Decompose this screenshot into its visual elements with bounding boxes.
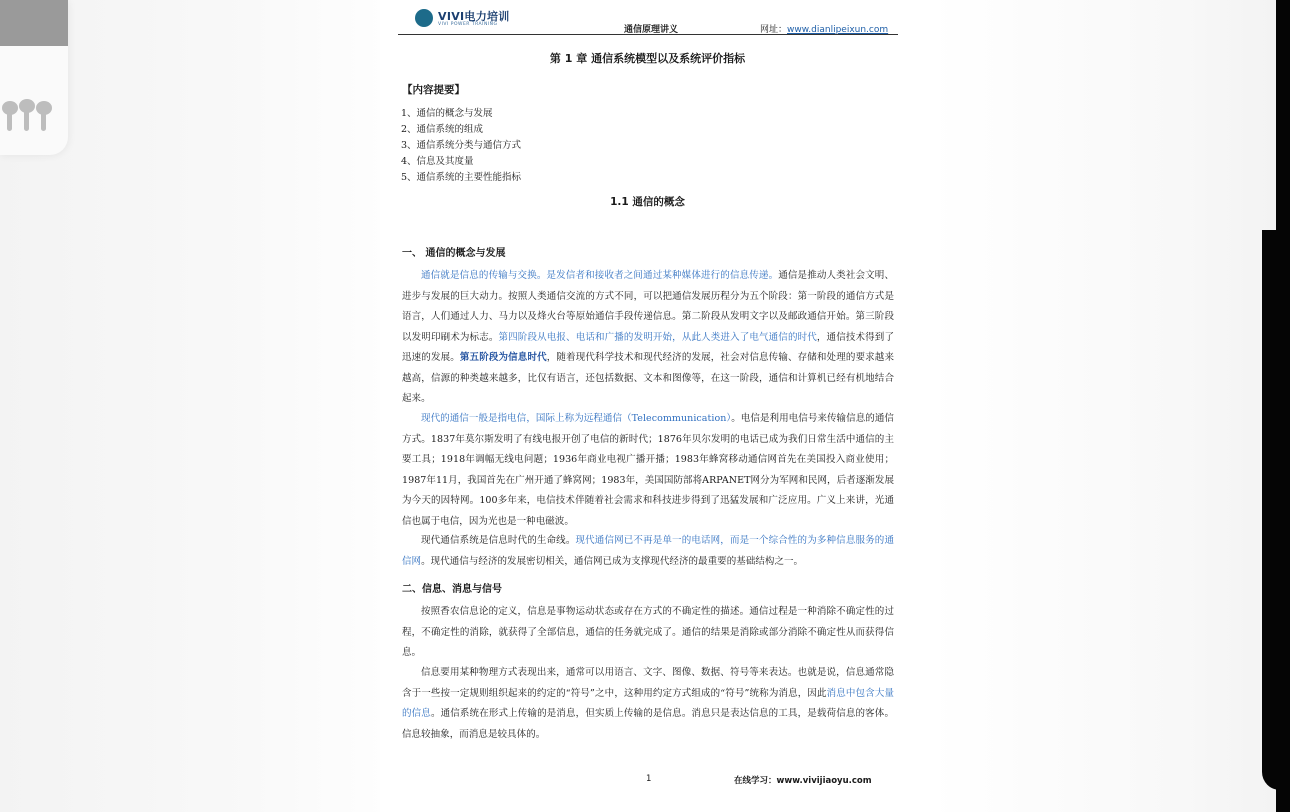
contents-list bbox=[401, 106, 521, 186]
paragraph-2 bbox=[402, 409, 894, 532]
body-text: 通信是推动人类社会文明、进步与发展的巨大动力。按照人类通信交流的方式不同，可以把通信发展历程分为五个阶段：第一阶段的通信方式是语言，人们通过人力、马力以及烽火台等原始通信手段传递信息。第二阶段从发明文字以及邮政通信开始。第三阶段以发明印刷术为标志。 bbox=[402, 270, 894, 343]
body-text: 。电信是利用电信号来传输信息的通信方式。1837年莫尔斯发明了有线电报开创了电信的新时代；1876年贝尔发明的电话已成为我们日常生活中通信的主要工具；1918年调幅无线电问题；1936年商业电视广播开播；1983年蜂窝移动通信网首先在美国投入商业使用；1987年11月，我国首先在广州开通了蜂窝网；1983年，美国国防部将ARPANET网分为军网和民网，后者逐渐发展为今天的因特网。100多年来，电信技术伴随着社会需求和科技进步得到了迅猛发展和广泛应用。广义上来讲，光通信也属于电信，因为光也是一种电磁波。 bbox=[402, 413, 894, 527]
right-background bbox=[930, 0, 1290, 812]
highlight-text: 第五阶段为信息时代 bbox=[459, 352, 547, 363]
page-header bbox=[398, 6, 898, 35]
device-notch-panel bbox=[0, 0, 68, 155]
logo-text: VIVI电力培训 bbox=[438, 10, 510, 23]
body-text: 。通信系统在形式上传输的是消息，但实质上传输的是信息。消息只是表达信息的工具，是载荷信息的客体。信息较抽象，而消息是较具体的。 bbox=[402, 708, 894, 740]
body-text: ，随着现代科学技术和现代经济的发展，社会对信息传输、存储和处理的要求越来越高，信源的种类越来越多，比仅有语言，还包括数据、文本和图像等，在这一阶段，通信和计算机已经有机地结合起来。 bbox=[402, 352, 894, 404]
contents-item: 4、信息及其度量 bbox=[401, 156, 474, 167]
page-number: 1 bbox=[646, 774, 652, 784]
subsection-heading-2: 二、信息、消息与信号 bbox=[402, 584, 502, 595]
body-text: ，通信技术得到了迅速的发展。 bbox=[402, 331, 894, 363]
paragraph-5 bbox=[402, 663, 894, 745]
earbuds-icon[interactable] bbox=[0, 96, 56, 136]
contents-item: 1、通信的概念与发展 bbox=[401, 108, 493, 119]
contents-item: 2、通信系统的组成 bbox=[401, 124, 484, 135]
notch-dark-strip bbox=[0, 0, 68, 46]
contents-item: 3、通信系统分类与通信方式 bbox=[401, 140, 522, 151]
highlight-text: 消息中包含大量的信息 bbox=[402, 687, 894, 719]
body-text: 信息要用某种物理方式表现出来，通常可以用语言、文字、图像、数据、符号等来表达。也就是说，信息通常隐含于一些按一定规则组织起来的约定的“符号”之中，这种用约定方式组成的“符号”统称为消息，因此 bbox=[402, 667, 894, 699]
paragraph-1 bbox=[402, 266, 894, 410]
header-site-link[interactable]: www.dianlipeixun.com bbox=[787, 25, 889, 35]
footer-site: 在线学习：www.vivijiaoyu.com bbox=[734, 776, 872, 786]
contents-item: 5、通信系统的主要性能指标 bbox=[401, 172, 522, 183]
subsection-heading-1: 一、 通信的概念与发展 bbox=[402, 248, 506, 259]
header-site bbox=[760, 22, 888, 35]
header-title: 通信原理讲义 bbox=[624, 25, 679, 35]
chapter-title: 第 1 章 通信系统模型以及系统评价指标 bbox=[549, 52, 746, 65]
document-page bbox=[380, 0, 940, 812]
logo-icon bbox=[415, 9, 433, 27]
body-text: 。现代通信与经济的发展密切相关，通信网已成为支撑现代经济的最重要的基础结构之一。 bbox=[421, 555, 804, 567]
paragraph-4: 按照香农信息论的定义，信息是事物运动状态或存在方式的不确定性的描述。通信过程是一种消除不确定性的过程，不确定性的消除，就获得了全部信息，通信的任务就完成了。通信的结果是消除或部分消除不确定性从而获得信息。 bbox=[402, 606, 894, 658]
logo-subtitle: VIVI POWER TRAINING bbox=[438, 22, 498, 27]
highlight-text: 通信就是信息的传输与交换。是发信者和接收者之间通过某种媒体进行的信息传递。 bbox=[421, 270, 779, 281]
header-site-label: 网址： bbox=[760, 25, 788, 35]
paragraph-3 bbox=[402, 531, 894, 572]
section-title: 1.1 通信的概念 bbox=[610, 196, 685, 208]
summary-heading: 【内容提要】 bbox=[402, 84, 465, 96]
highlight-text: 第四阶段从电报、电话和广播的发明开始，从此人类进入了电气通信的时代 bbox=[498, 331, 817, 343]
device-edge-curve bbox=[1262, 230, 1280, 790]
body-text: 现代通信系统是信息时代的生命线。 bbox=[421, 535, 576, 546]
highlight-text: 现代的通信一般是指电信，国际上称为远程通信（Telecommunication） bbox=[421, 413, 732, 424]
highlight-text: 现代通信网已不再是单一的电话网，而是一个综合性的为多种信息服务的通信网 bbox=[402, 535, 894, 567]
